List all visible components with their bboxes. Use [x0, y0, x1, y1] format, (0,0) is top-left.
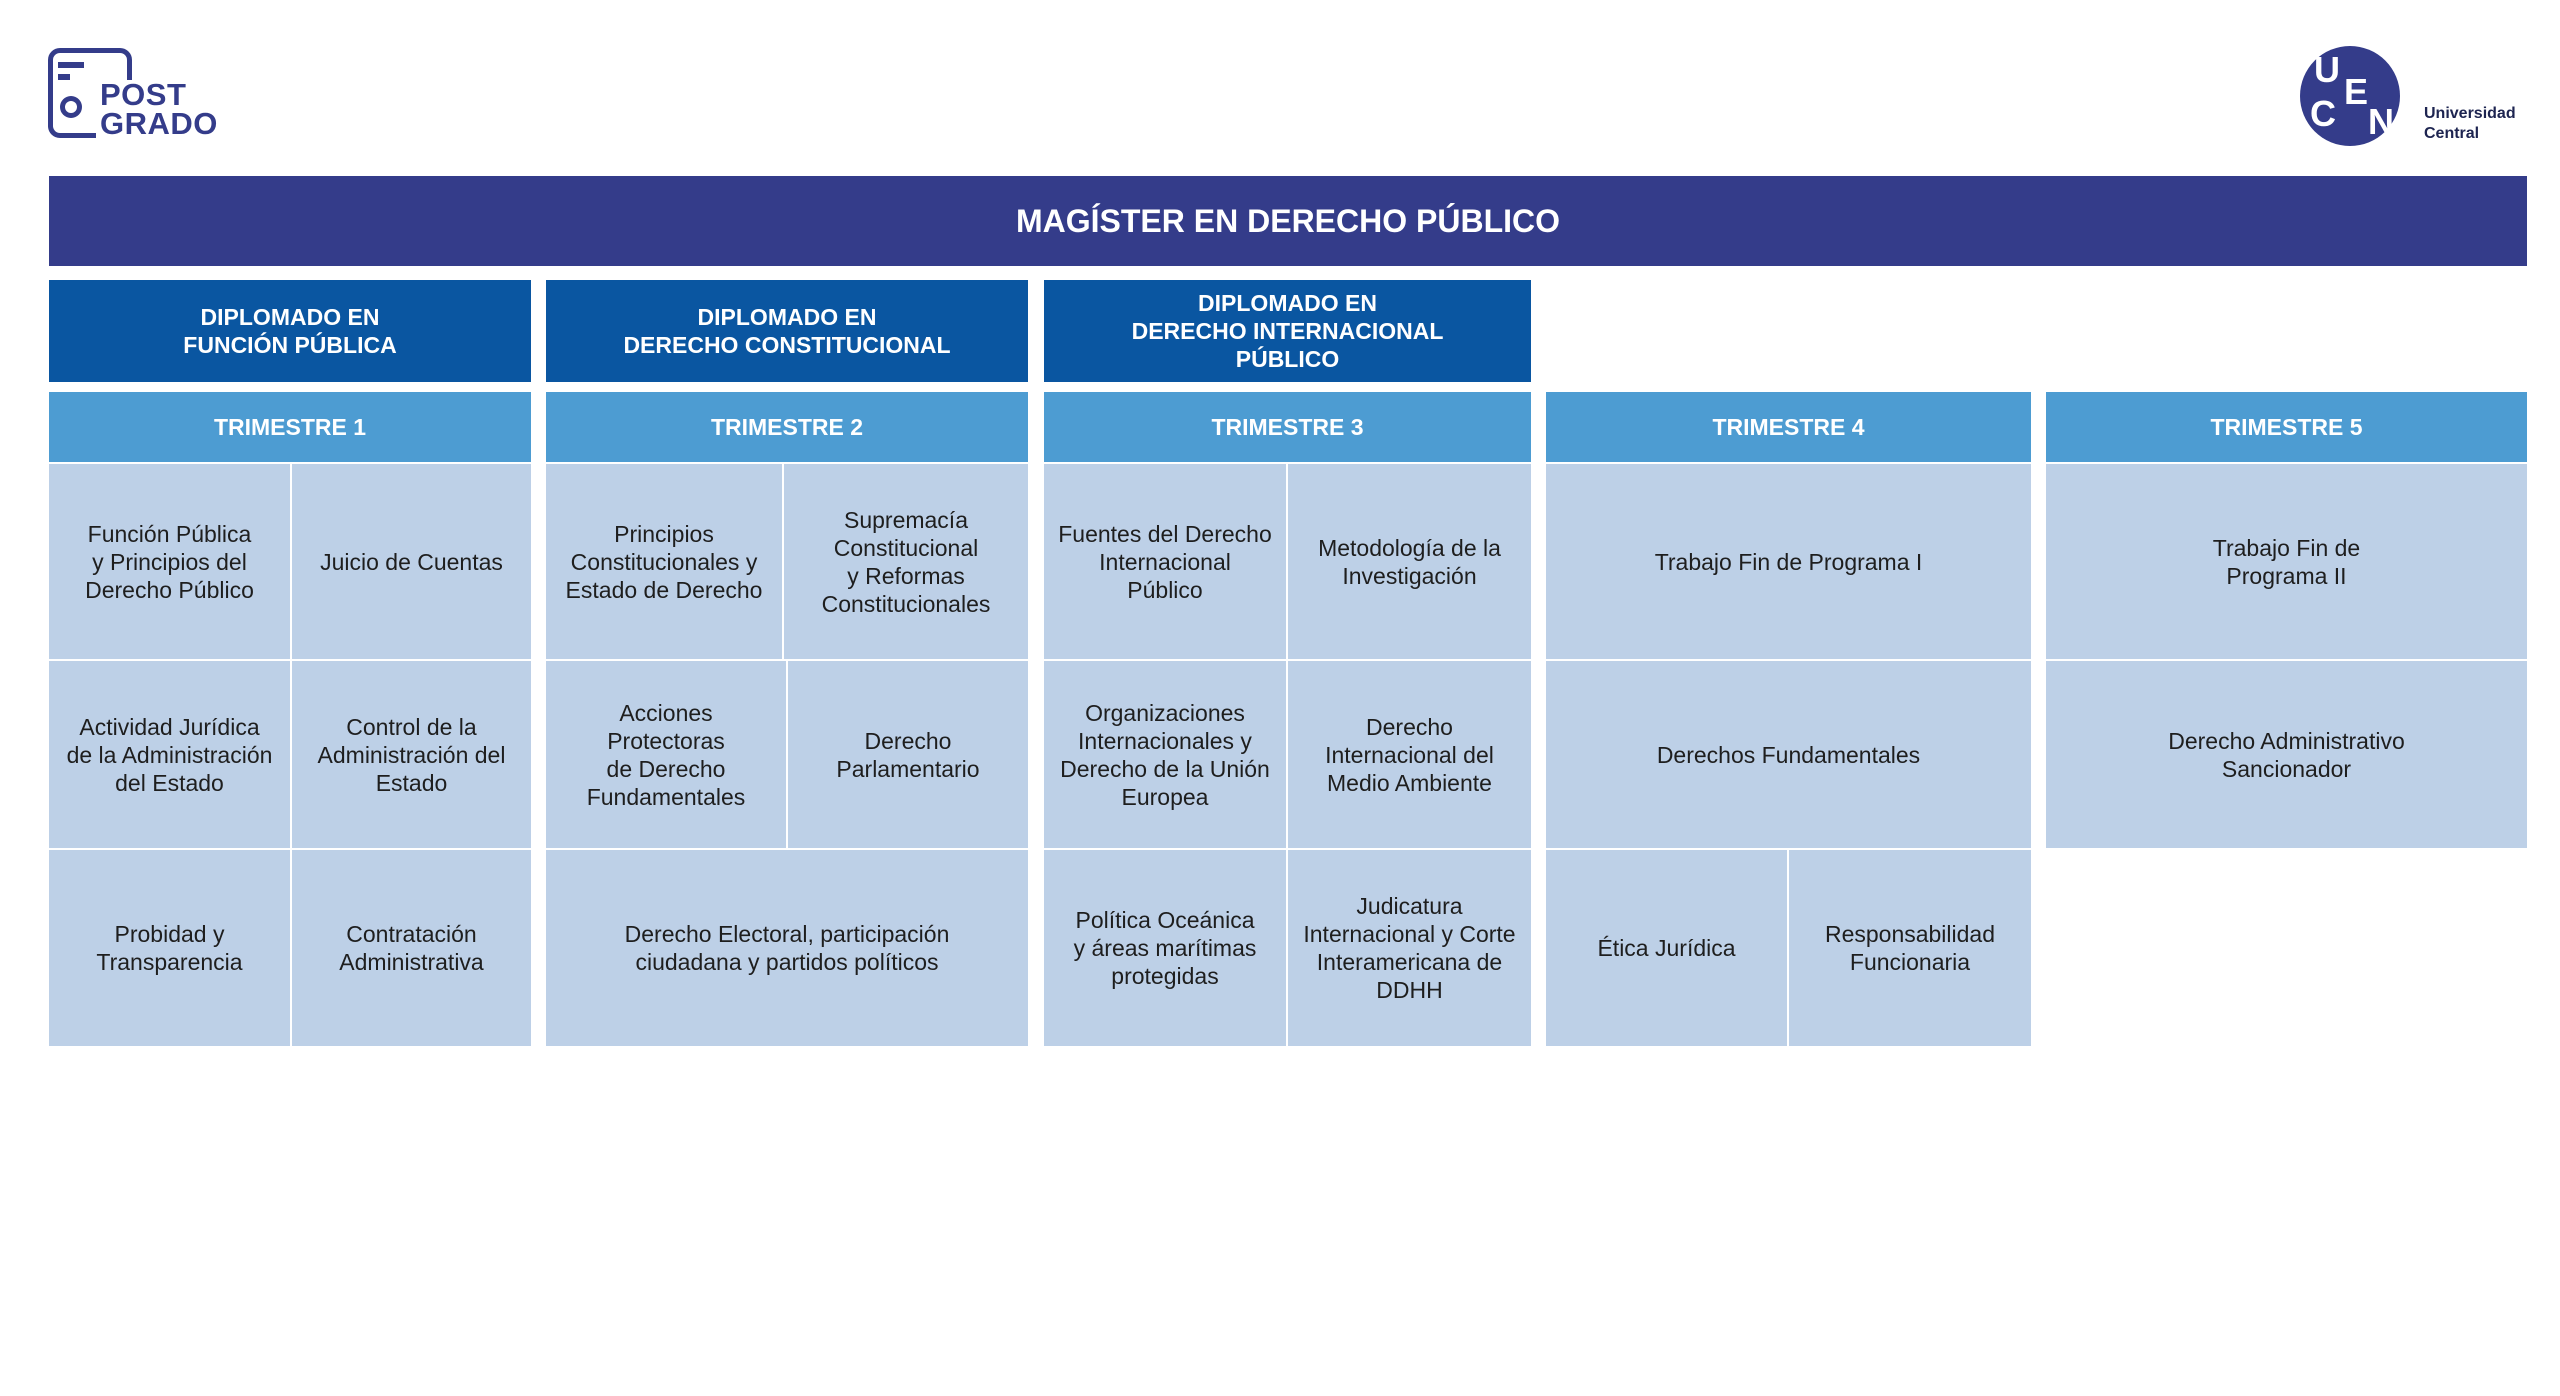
course-cell: Contratación Administrativa	[292, 850, 531, 1046]
ucen-name-line2: Central	[2424, 125, 2480, 142]
course-cell: Derechos Fundamentales	[1546, 661, 2031, 848]
course-cell: Probidad y Transparencia	[49, 850, 290, 1046]
postgrado-logo	[44, 44, 234, 144]
ucen-letter-e: E	[2344, 71, 2369, 112]
diploma-header-funcion-publica: DIPLOMADO EN FUNCIÓN PÚBLICA	[49, 280, 531, 382]
course-cell: Judicatura Internacional y Corte Interamericana de DDHH	[1288, 850, 1531, 1046]
ucen-name-line1: Universidad	[2424, 105, 2516, 122]
course-cell: Supremacía Constitucional y Reformas Constitucionales	[784, 464, 1028, 659]
globe-icon	[60, 96, 82, 118]
course-cell: Derecho Electoral, participación ciudadana y partidos políticos	[546, 850, 1028, 1046]
course-cell: Juicio de Cuentas	[292, 464, 531, 659]
course-cell: Principios Constitucionales y Estado de Derecho	[546, 464, 782, 659]
course-cell: Derecho Parlamentario	[788, 661, 1028, 848]
course-cell: Función Pública y Principios del Derecho Público	[49, 464, 290, 659]
ucen-logo	[2300, 44, 2540, 148]
trimestre-1-header: TRIMESTRE 1	[49, 392, 531, 462]
course-cell: Control de la Administración del Estado	[292, 661, 531, 848]
ucen-letter-n: N	[2368, 101, 2394, 142]
ucen-letter-c: C	[2310, 93, 2336, 134]
course-cell: Metodología de la Investigación	[1288, 464, 1531, 659]
course-cell: Ética Jurídica	[1546, 850, 1787, 1046]
course-cell: Derecho Administrativo Sancionador	[2046, 661, 2527, 848]
course-cell: Acciones Protectoras de Derecho Fundamentales	[546, 661, 786, 848]
course-cell: Fuentes del Derecho Internacional Público	[1044, 464, 1286, 659]
course-cell: Trabajo Fin de Programa I	[1546, 464, 2031, 659]
course-cell: Política Oceánica y áreas marítimas protegidas	[1044, 850, 1286, 1046]
course-cell: Organizaciones Internacionales y Derecho de la Unión Europea	[1044, 661, 1286, 848]
course-cell: Trabajo Fin de Programa II	[2046, 464, 2527, 659]
trimestre-2-header: TRIMESTRE 2	[546, 392, 1028, 462]
postgrado-logo-line1: POST	[100, 77, 187, 112]
trimestre-5-header: TRIMESTRE 5	[2046, 392, 2527, 462]
page-title: MAGÍSTER EN DERECHO PÚBLICO	[49, 176, 2527, 266]
diploma-header-derecho-internacional: DIPLOMADO EN DERECHO INTERNACIONAL PÚBLICO	[1044, 280, 1531, 382]
postgrado-logo-line2: GRADO	[100, 106, 218, 141]
diploma-header-derecho-constitucional: DIPLOMADO EN DERECHO CONSTITUCIONAL	[546, 280, 1028, 382]
trimestre-3-header: TRIMESTRE 3	[1044, 392, 1531, 462]
trimestre-4-header: TRIMESTRE 4	[1546, 392, 2031, 462]
ucen-letter-u: U	[2314, 49, 2340, 90]
course-cell: Derecho Internacional del Medio Ambiente	[1288, 661, 1531, 848]
course-cell: Actividad Jurídica de la Administración del Estado	[49, 661, 290, 848]
course-cell: Responsabilidad Funcionaria	[1789, 850, 2031, 1046]
